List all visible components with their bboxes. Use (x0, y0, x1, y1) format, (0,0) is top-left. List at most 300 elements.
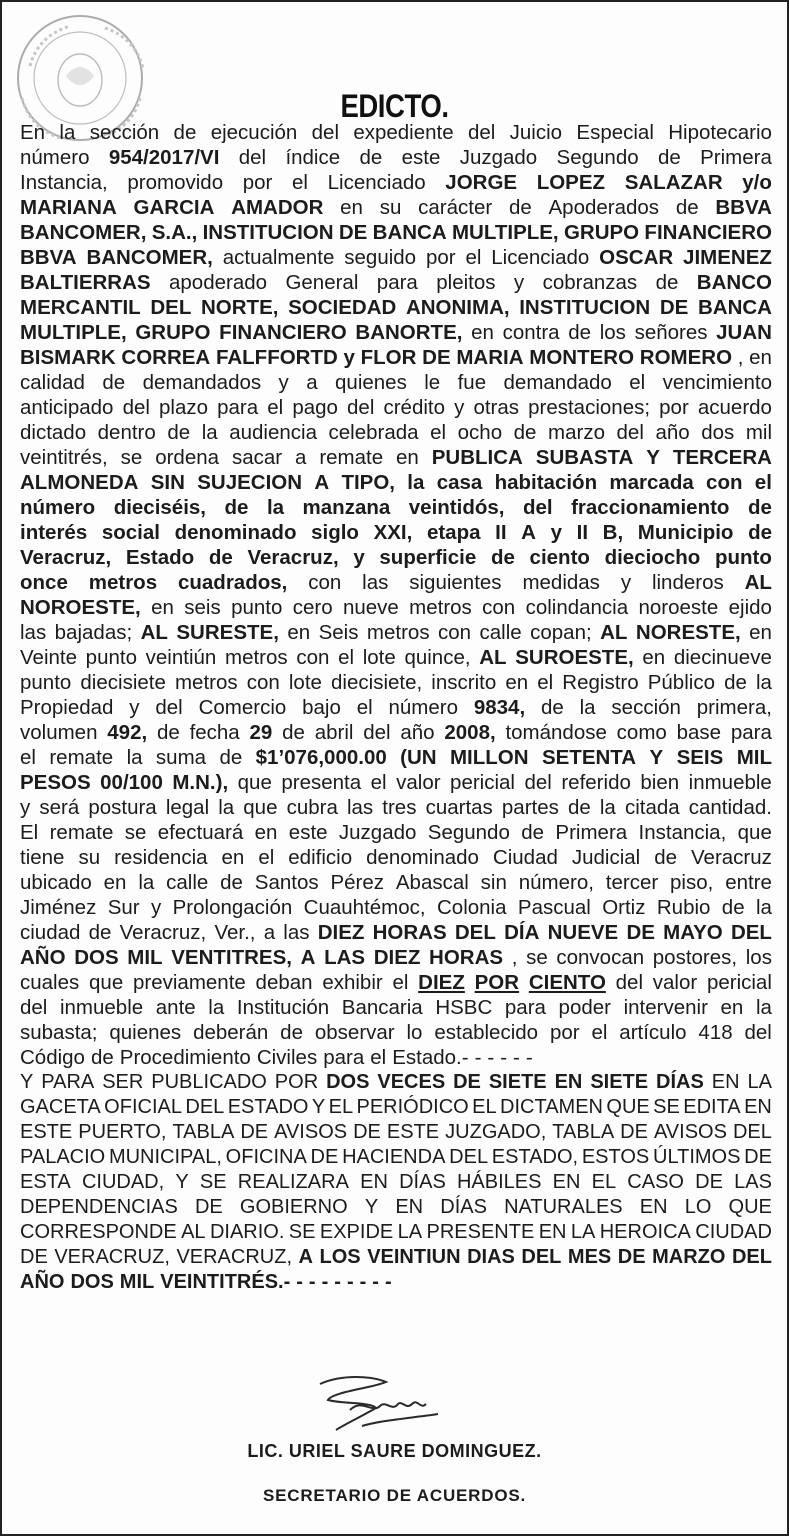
body-word: SOCIEDAD (288, 296, 397, 319)
body-word: REALIZARA (237, 1171, 349, 1193)
body-word: AÑO (20, 946, 66, 969)
body-word: de (156, 721, 180, 744)
body-line (20, 170, 772, 195)
body-word: DICTAMEN (500, 1096, 603, 1118)
body-line (20, 395, 772, 420)
body-word: base (676, 721, 722, 744)
body-word: quince, (404, 646, 471, 669)
body-word: su (379, 196, 402, 219)
body-word: Público (647, 671, 715, 694)
body-word: Judicial (571, 846, 641, 869)
body-word: el (258, 846, 275, 869)
body-word: para (730, 721, 772, 744)
body-word: y (151, 896, 162, 919)
body-word: noroeste (638, 596, 719, 619)
body-word: de (88, 921, 112, 944)
body-word: inmueble (59, 996, 144, 1019)
body-word: valor (652, 971, 698, 994)
body-line (20, 995, 772, 1020)
body-word: de (724, 671, 747, 694)
body-word: Jiménez (20, 896, 97, 919)
body-word: SURESTE, (176, 621, 279, 644)
body-word: BISMARK (20, 346, 116, 369)
body-word: entre (725, 871, 772, 894)
body-word: que (243, 796, 278, 819)
body-word: las (346, 796, 374, 819)
handwritten-signature (302, 1370, 452, 1440)
body-word: en (396, 446, 419, 469)
body-word: de (721, 896, 745, 919)
body-word: año (400, 721, 435, 744)
body-word: y/o (742, 171, 772, 194)
body-word: de (675, 196, 699, 219)
body-word: Y (646, 446, 660, 469)
body-word: DE (194, 1196, 223, 1218)
body-line (20, 220, 772, 245)
body-word: ESTE (20, 1121, 73, 1143)
body-word: ESTE (386, 1121, 440, 1143)
body-word: presenta (281, 771, 362, 794)
body-word: El (20, 821, 39, 844)
body-word: como (616, 721, 667, 744)
body-word: Registro (562, 671, 639, 694)
body-word: CIUDAD, (81, 1171, 165, 1193)
body-word: interés (20, 521, 88, 544)
body-word: EN (639, 1196, 668, 1218)
body-word: BANCA (697, 296, 772, 319)
body-word: Código (20, 1046, 85, 1069)
body-word: Veracruz, (247, 546, 339, 569)
body-word: marcada (609, 471, 694, 494)
body-word: Juicio (509, 121, 563, 144)
body-word: a (295, 446, 307, 469)
body-word: pericial (450, 771, 515, 794)
body-word: LO (684, 1196, 712, 1218)
body-word: Primera (555, 821, 628, 844)
body-word: ejido (728, 596, 772, 619)
body-word: demandado (503, 371, 612, 394)
body-word: Instancia, (20, 171, 108, 194)
body-word: ciudad (20, 921, 81, 944)
body-word: DE (659, 296, 689, 319)
body-word: artículo (619, 1021, 687, 1044)
body-word: por (659, 396, 689, 419)
body-word: pericial (706, 971, 772, 994)
body-word: JIMENEZ (683, 246, 772, 269)
body-word: seis (184, 596, 221, 619)
body-line (20, 1045, 772, 1070)
body-word: S.A., (151, 221, 198, 244)
body-word: PESOS (20, 771, 91, 794)
body-word: ANONIMA, (405, 296, 510, 319)
body-word: su (78, 846, 101, 869)
body-word: será (39, 796, 80, 819)
body-word: DE (422, 346, 451, 369)
body-word: contra (502, 321, 560, 344)
body-word: AL (600, 621, 628, 644)
body-word: XXI, (373, 521, 413, 544)
body-word: lote (288, 671, 322, 694)
body-word: en (642, 646, 666, 669)
body-line (20, 1170, 772, 1195)
body-word: postura (88, 796, 157, 819)
body-line (20, 1270, 772, 1295)
body-line (20, 295, 772, 320)
body-word: colindancia (525, 596, 629, 619)
body-word: BALTIERRAS (20, 271, 151, 294)
body-word: MAYO (663, 921, 723, 944)
body-word: metros (225, 646, 288, 669)
body-word: AL (744, 571, 772, 594)
body-word: DÍAS (656, 1071, 704, 1093)
body-word: General (285, 271, 359, 294)
body-word: - (321, 1271, 329, 1293)
body-word: DE (695, 1171, 723, 1193)
body-word: dieciséis, (113, 496, 206, 519)
body-word: señores (634, 321, 708, 344)
body-line (20, 1070, 772, 1095)
body-word: del (311, 121, 339, 144)
body-word: la (755, 996, 772, 1019)
body-word: veintidós, (408, 496, 505, 519)
body-line (20, 945, 772, 970)
body-word: EXPIDE (319, 1221, 394, 1243)
body-word: AVISOS (653, 1121, 727, 1143)
body-word: VERACRUZ, (176, 1246, 293, 1268)
body-word: Primera (700, 146, 772, 169)
body-word: ocho (457, 421, 503, 444)
body-word: en (749, 346, 772, 369)
body-word: Propiedad (20, 696, 114, 719)
body-word: calidad (20, 371, 85, 394)
body-word: Seis (318, 621, 359, 644)
body-line (20, 195, 772, 220)
body-word: exhibir (322, 971, 383, 994)
body-word: - (487, 1046, 495, 1069)
body-word: 418 (698, 1021, 733, 1044)
body-word: - (525, 1046, 533, 1069)
body-word: En (20, 121, 46, 144)
body-word: DEL (732, 1121, 772, 1143)
body-word: convocan (556, 946, 645, 969)
body-word: medidas (522, 571, 600, 594)
body-word: SIN (150, 471, 185, 494)
body-word: - (346, 1271, 354, 1293)
body-word: DE (620, 1121, 648, 1143)
body-word: la (201, 421, 218, 444)
body-word: de (90, 1046, 114, 1069)
body-word: de (208, 546, 233, 569)
body-word: el (267, 396, 284, 419)
body-word: GOBIERNO (239, 1196, 348, 1218)
body-word: inscrito (431, 671, 497, 694)
body-word: establecido (434, 1021, 539, 1044)
body-word: tiene (20, 846, 65, 869)
body-word: Colonia (436, 896, 507, 919)
body-word: Pascual (517, 896, 591, 919)
body-word: del (122, 396, 150, 419)
body-word: - (334, 1271, 341, 1293)
body-word: SETENTA (541, 746, 637, 769)
body-word: del (467, 121, 496, 144)
body-word: punto (85, 646, 137, 669)
body-word: la (218, 796, 235, 819)
body-word: DE (453, 1071, 481, 1093)
body-word: QUE (606, 1096, 650, 1118)
body-word: - (384, 1271, 392, 1293)
body-word: audiencia (229, 421, 317, 444)
body-word: de (748, 521, 772, 544)
body-line (20, 1095, 772, 1120)
body-word: AVISOS (274, 1121, 348, 1143)
body-word: y (20, 796, 31, 819)
body-word: , (737, 346, 744, 369)
body-word: dos (701, 421, 735, 444)
body-word: siguientes (409, 571, 502, 594)
body-word: Comercio (198, 696, 287, 719)
body-word: MIL (127, 946, 163, 969)
body-word: punto (20, 671, 72, 694)
body-word: DIAS (467, 1246, 515, 1268)
body-word: AÑO (20, 1271, 65, 1293)
body-word: HÁBILES (456, 1171, 542, 1193)
body-word: metros (174, 671, 238, 694)
body-word: carácter (418, 196, 493, 219)
body-word: NORESTE, (635, 621, 741, 644)
body-word: número, (518, 871, 594, 894)
body-word: siglo (311, 521, 359, 544)
body-word: y (343, 346, 355, 369)
body-line (20, 820, 772, 845)
body-word: AL (479, 646, 507, 669)
body-word: TABLA (172, 1121, 235, 1143)
body-word: VECES (377, 1071, 446, 1093)
body-word: 9834, (473, 696, 526, 719)
body-word: número (20, 496, 96, 519)
body-word: A (298, 1246, 313, 1268)
body-word: en (505, 671, 529, 694)
body-word: partes (501, 796, 559, 819)
body-word: MERCANTIL (20, 296, 141, 319)
body-word: BANORTE, (355, 321, 463, 344)
body-word: deban (255, 971, 313, 994)
body-word: MUNICIPAL, (108, 1146, 222, 1168)
body-line (20, 645, 772, 670)
body-word: y (513, 271, 525, 294)
body-line (20, 320, 772, 345)
body-word: efectuará (157, 821, 244, 844)
body-word: y (278, 371, 289, 394)
body-word: OFICIAL (104, 1096, 182, 1118)
body-word: DE (744, 1146, 772, 1168)
body-word: de (102, 371, 126, 394)
body-word: FLOR (360, 346, 417, 369)
body-word: se (120, 446, 143, 469)
body-word: TABLA (552, 1121, 615, 1143)
body-word: cantidad. (688, 796, 772, 819)
body-word: HEROICA (599, 1221, 691, 1243)
body-word: DOS (70, 1271, 114, 1293)
body-word: DIEZ (373, 946, 421, 969)
body-word: poder (558, 996, 611, 1019)
body-word: INSTITUCION (519, 296, 651, 319)
body-word: CORREA (121, 346, 211, 369)
body-word: NATURALES (504, 1196, 623, 1218)
body-line (20, 370, 772, 395)
body-word: pago (292, 396, 338, 419)
body-word: HORAS (372, 921, 447, 944)
body-line (20, 145, 772, 170)
body-word: POR (474, 971, 520, 994)
body-word: PALACIO (20, 1146, 106, 1168)
body-word: el (338, 646, 355, 669)
body-word: punto (231, 596, 283, 619)
body-word: las (20, 621, 47, 644)
body-word: del (524, 771, 552, 794)
body-line (20, 920, 772, 945)
body-word: Cuauhtémoc, (303, 896, 426, 919)
body-word: Estado (125, 546, 195, 569)
body-word: - (359, 1271, 367, 1293)
body-line (20, 1120, 772, 1145)
document-title: EDICTO. (340, 88, 449, 124)
body-word: SIETE (488, 1071, 547, 1093)
edict-body-text (20, 120, 772, 1295)
body-line (20, 520, 772, 545)
body-word: la (59, 121, 76, 144)
body-word: en (720, 996, 744, 1019)
body-word: observar (314, 1021, 395, 1044)
body-word: DE (20, 1246, 48, 1268)
body-word: 954/2017/VI (108, 146, 220, 169)
body-word: se (526, 946, 548, 969)
body-word: de (513, 421, 537, 444)
body-word: calle (166, 871, 209, 894)
body-word: valor (396, 771, 441, 794)
body-word: Juzgado (338, 821, 417, 844)
body-word: Y (364, 1196, 379, 1218)
body-word: de (219, 746, 243, 769)
body-word: en (151, 596, 174, 619)
body-word: Segundo (427, 821, 510, 844)
body-word: GRUPO (563, 221, 640, 244)
body-word: Segundo (556, 146, 639, 169)
body-word: JORGE (445, 171, 518, 194)
body-word: ejecución (210, 121, 298, 144)
body-word: AL (181, 1221, 206, 1243)
body-word: por (242, 171, 273, 194)
body-word: primera, (696, 696, 772, 719)
body-line (20, 1195, 772, 1220)
body-word: POR (274, 1071, 319, 1093)
body-word: fraccionamiento (571, 496, 730, 519)
body-word: Juzgado (459, 146, 538, 169)
body-line (20, 845, 772, 870)
body-word: Instancia, (638, 821, 727, 844)
body-word: SALAZAR (624, 171, 723, 194)
body-word: anticipado (20, 396, 114, 419)
body-word: - (474, 1046, 482, 1069)
body-word: vencimiento (662, 371, 772, 394)
body-word: expediente (353, 121, 454, 144)
body-word: ubicado (20, 871, 92, 894)
body-word: SE (653, 1096, 680, 1118)
body-word: Bancaria (341, 996, 423, 1019)
body-word: de (359, 146, 383, 169)
body-word: el (537, 671, 554, 694)
body-word: CASO (627, 1171, 684, 1193)
body-word: el (392, 971, 409, 994)
body-word: edificio (288, 846, 353, 869)
body-word: que (737, 821, 772, 844)
body-word: BANCOMER, (20, 221, 147, 244)
body-word: el (370, 1046, 387, 1069)
body-word: con (296, 646, 330, 669)
body-word: ESTADO (227, 1096, 309, 1118)
body-word: metros (366, 621, 430, 644)
body-word: Ciudad (492, 846, 558, 869)
body-word: A (521, 521, 536, 544)
body-line (20, 745, 772, 770)
body-line (20, 720, 772, 745)
body-word: EN (744, 1096, 772, 1118)
body-line (20, 420, 772, 445)
body-word: del (744, 1021, 772, 1044)
body-line (20, 670, 772, 695)
body-word: y (353, 546, 365, 569)
body-word: VEINTITRÉS.- (160, 1271, 291, 1293)
body-word: diecisiete, (331, 671, 423, 694)
body-word: PRESENTE (426, 1221, 535, 1243)
body-word: GACETA (20, 1096, 101, 1118)
body-word: nueve (342, 596, 399, 619)
body-word: Civiles (256, 1046, 318, 1069)
body-word: en (471, 321, 494, 344)
body-word: veintitrés, (20, 446, 108, 469)
body-word: OSCAR (599, 246, 674, 269)
body-word: PUBLICA (431, 446, 523, 469)
body-word: seguido (344, 246, 417, 269)
body-word: piso, (670, 871, 714, 894)
body-word: Licenciado (491, 246, 590, 269)
body-word: 00/100 (100, 771, 163, 794)
body-word: de (568, 321, 592, 344)
body-line (20, 970, 772, 995)
body-word: promovido (127, 171, 224, 194)
body-word: EL (591, 1171, 617, 1193)
body-word: del (238, 146, 267, 169)
body-word: 29 (249, 721, 273, 744)
body-word: cuadrados, (177, 571, 288, 594)
body-word: citada (624, 796, 680, 819)
body-line (20, 545, 772, 570)
body-word: con (308, 571, 342, 594)
body-word: MIL (736, 746, 772, 769)
body-word: referido (561, 771, 631, 794)
body-word: metros (409, 596, 472, 619)
body-line (20, 495, 772, 520)
body-word: Santos (254, 871, 319, 894)
body-word: SUJECION (197, 471, 303, 494)
body-word: DIARIO. (209, 1221, 285, 1243)
body-word: la (126, 746, 143, 769)
body-line (20, 695, 772, 720)
body-word: MULTIPLE, (20, 321, 127, 344)
body-word: bien (640, 771, 680, 794)
body-word: MILLON (449, 746, 529, 769)
body-word: 492, (107, 721, 148, 744)
body-word: Veracruz (691, 846, 772, 869)
